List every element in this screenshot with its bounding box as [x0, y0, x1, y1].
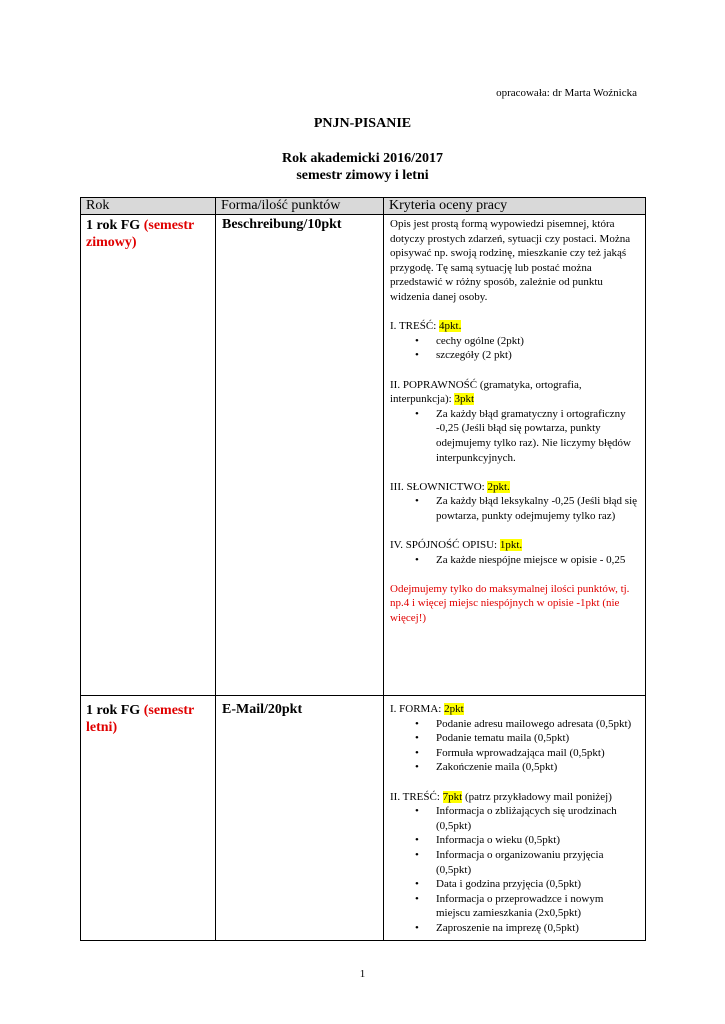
- criteria-list: [390, 407, 639, 465]
- list-item: • Podanie adresu mailowego adresata (0,5pkt): [436, 717, 639, 732]
- list-item: • Informacja o zbliżających się urodzinach (0,5pkt): [436, 804, 639, 833]
- form-cell: E-Mail/20pkt: [216, 696, 384, 941]
- list-item: • Zakończenie maila (0,5pkt): [436, 760, 639, 775]
- table-row: [81, 696, 646, 941]
- section-coherence: IV. SPÓJNOŚĆ OPISU: 1pkt.: [390, 539, 523, 552]
- points-highlight: 2pkt: [444, 703, 464, 715]
- table-row: [81, 215, 646, 696]
- list-item: • szczegóły (2 pkt): [436, 348, 639, 363]
- header-form: Forma/ilość punktów: [216, 198, 384, 215]
- points-highlight: 3pkt: [454, 393, 475, 406]
- list-item: • Za każdy błąd leksykalny -0,25 (Jeśli błąd się powtarza, punkty odejmujemy tylko raz): [436, 494, 639, 523]
- section-correctness: II. POPRAWNOŚĆ (gramatyka, ortografia, interpunkcja): 3pkt: [390, 378, 582, 406]
- year-label: 1 rok FG: [86, 218, 141, 233]
- section-content: I. TREŚĆ: 4pkt.: [390, 320, 462, 333]
- year-cell: [81, 215, 216, 696]
- list-item: • Data i godzina przyjęcia (0,5pkt): [436, 877, 639, 892]
- points-highlight: 2pkt.: [487, 480, 510, 493]
- criteria-list: [390, 804, 639, 935]
- list-item: • Zaproszenie na imprezę (0,5pkt): [436, 921, 639, 936]
- criteria-list: [390, 334, 639, 363]
- points-highlight: 1pkt.: [499, 539, 523, 552]
- list-item: • Za każde niespójne miejsce w opisie - 0,25: [436, 553, 639, 568]
- criteria-cell: [384, 696, 646, 941]
- year-cell: [81, 696, 216, 941]
- criteria-table: [80, 197, 646, 941]
- list-item: • Podanie tematu maila (0,5pkt): [436, 731, 639, 746]
- list-item: • Informacja o przeprowadzce i nowym miejscu zamieszkania (2x0,5pkt): [436, 892, 639, 921]
- subtitle-line-2: semestr zimowy i letni: [296, 168, 429, 183]
- form-cell: Beschreibung/10pkt: [216, 215, 384, 696]
- description-text: Opis jest prostą formą wypowiedzi pisemnej, która dotyczy prostych zdarzeń, sytuacji czy postaci. Można opisywać np. swoją rodzinę, mieszkanie czy też jakąś przygodę. Tę samą sytuację lub postać można przedstawić w różny sposób, zależnie od punktu widzenia danej osoby.: [390, 218, 631, 303]
- header-year: Rok: [81, 198, 216, 215]
- document-subtitle: [0, 150, 725, 184]
- points-highlight: 4pkt.: [439, 320, 462, 333]
- section-content: II. TREŚĆ: 7pkt (patrz przykładowy mail poniżej): [390, 790, 612, 803]
- page-number: 1: [359, 968, 366, 980]
- points-highlight: 7pkt: [442, 790, 463, 803]
- section-vocabulary: III. SŁOWNICTWO: 2pkt.: [390, 480, 510, 493]
- document-title: PNJN-PISANIE: [313, 116, 412, 131]
- author-line: opracowała: dr Marta Woźnicka: [496, 87, 637, 99]
- criteria-list: [390, 717, 639, 775]
- section-form: I. FORMA: 2pkt: [390, 703, 464, 715]
- list-item: • Formuła wprowadzająca mail (0,5pkt): [436, 746, 639, 761]
- table-header-row: [81, 198, 646, 215]
- semester-label: (semestr zimowy): [86, 218, 194, 250]
- list-item: • cechy ogólne (2pkt): [436, 334, 639, 349]
- semester-label: (semestr letni): [86, 703, 194, 735]
- deduction-note: Odejmujemy tylko do maksymalnej ilości punktów, tj. np.4 i więcej miejsc niespójnych w opisie -1pkt (nie więcej!): [390, 582, 630, 625]
- criteria-list: [390, 494, 639, 523]
- list-item: • Za każdy błąd gramatyczny i ortograficzny -0,25 (Jeśli błąd się powtarza, punkty odejmujemy tylko raz). Nie liczymy błędów interpunkcyjnych.: [436, 407, 639, 465]
- header-criteria: Kryteria oceny pracy: [384, 198, 646, 215]
- subtitle-line-1: Rok akademicki 2016/2017: [281, 151, 443, 166]
- criteria-cell: [384, 215, 646, 696]
- criteria-list: [390, 553, 639, 568]
- list-item: • Informacja o wieku (0,5pkt): [436, 833, 639, 848]
- year-label: 1 rok FG: [86, 703, 141, 718]
- list-item: • Informacja o organizowaniu przyjęcia (0,5pkt): [436, 848, 639, 877]
